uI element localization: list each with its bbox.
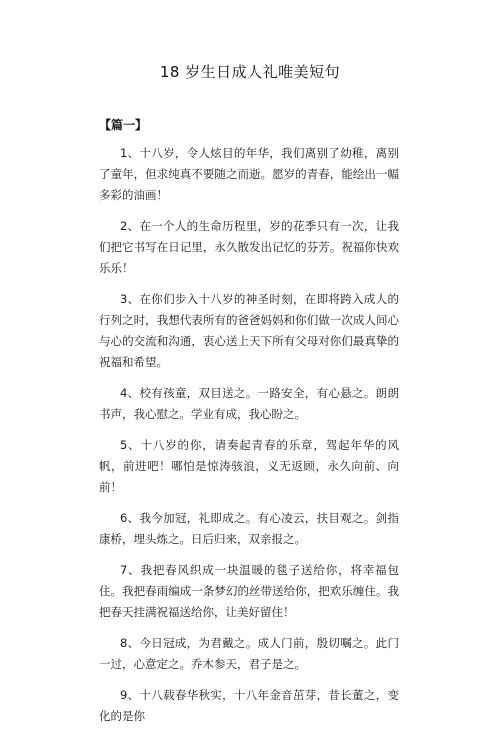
paragraph-5: 5、十八岁的你，请奏起青春的乐章，驾起年华的风帆，前进吧！哪怕是惊涛骇浪，义无返顾，永久向前、向前！ xyxy=(99,438,399,494)
paragraph-8: 8、今日冠成，为君戴之。成人门前，殷切嘱之。此门一过，心意定之。乔木参天，君子是之。 xyxy=(99,636,399,671)
document-body xyxy=(99,143,399,737)
paragraph-3: 3、在你们步入十八岁的神圣时刻，在即将跨入成人的行列之时，我想代表所有的爸爸妈妈和你们做一次成人间心与心的交流和沟通，衷心送上天下所有父母对你们最真挚的祝福和希望。 xyxy=(99,292,399,369)
paragraph-6: 6、我今加冠，礼即成之。有心凌云，扶目观之。剑指康桥，埋头炼之。日后归来，双亲报之。 xyxy=(99,511,399,546)
paragraph-9: 9、十八载春华秋实，十八年金音茁芽，昔长董之，变化的是你 xyxy=(99,688,399,723)
document-title: 18 岁生日成人礼唯美短句 xyxy=(159,63,341,81)
paragraph-7: 7、我把春风织成一块温暖的毯子送给你，将幸福包住。我把春雨编成一条梦幻的丝带送给你，把欢乐缠住。我把春天挂满祝福送给你，让美好留住！ xyxy=(99,563,399,619)
paragraph-1: 1、十八岁，令人炫目的年华，我们离别了幼稚，离别了童年，但求纯真不要随之而逝。愿岁的青春，能绘出一幅多彩的油画！ xyxy=(99,146,399,202)
paragraph-2: 2、在一个人的生命历程里，岁的花季只有一次，让我们把它书写在日记里，永久散发出记忆的芬芳。祝福你快欢乐乐！ xyxy=(99,219,399,275)
section-heading: 【篇一】 xyxy=(99,118,148,132)
paragraph-4: 4、校有孩童，双目送之。一路安全，有心悬之。朗朗书声，我心慰之。学业有成，我心盼之。 xyxy=(99,386,399,421)
